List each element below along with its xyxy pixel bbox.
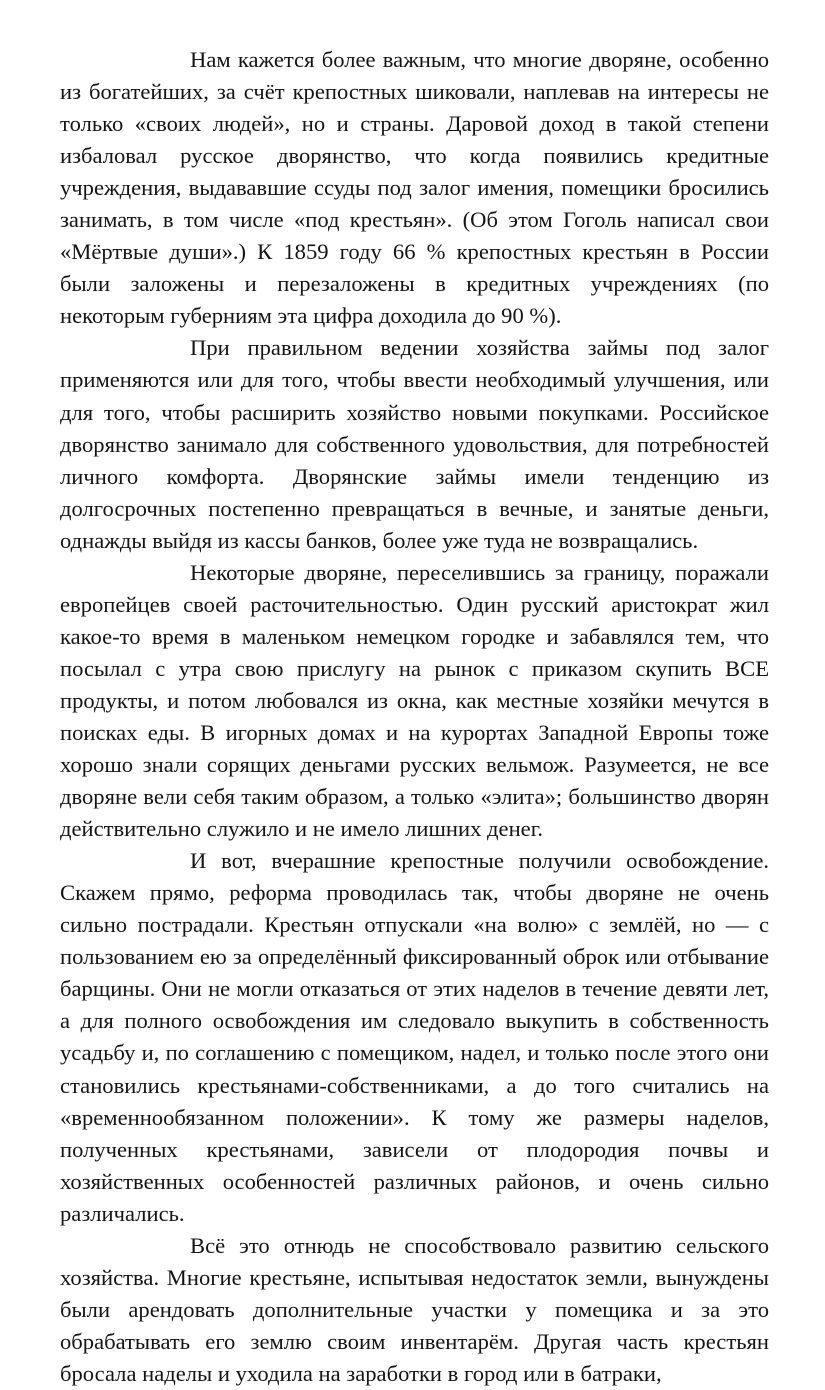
paragraph-5: Всё это отнюдь не способствовало развитию сельского хозяйства. Многие крестьяне, испытывая недостаток земли, вынуждены были арендовать дополнительные участки у помещика и за это обрабатывать его землю своим инвентарём. Другая часть крестьян бросала наделы и уходила на заработки в город или в батраки, bbox=[60, 1232, 769, 1386]
paragraph-4: И вот, вчерашние крепостные получили освобождение. Скажем прямо, реформа проводилась так, чтобы дворяне не очень сильно пострадали. Крестьян отпускали «на волю» с землёй, но — с пользованием ею за определённый фиксированный оброк или отбывание барщины. Они не могли отказаться от этих наделов в течение девяти лет, а для полного освобождения им следовало выкупить в собственность усадьбу и, по соглашению с помещиком, надел, и только после этого они становились крестьянами-собственниками, а до того считались на «временнообязанном положении». К тому же размеры наделов, полученных крестьянами, зависели от плодородия почвы и хозяйственных особенностей различных районов, и очень сильно различались. bbox=[60, 848, 769, 1226]
document-page bbox=[60, 44, 769, 1390]
paragraph-1: Нам кажется более важным, что многие дворяне, особенно из богатейших, за счёт крепостных шиковали, наплевав на интересы не только «своих людей», но и страны. Даровой доход в такой степени избаловал русское дворянство, что когда появились кредитные учреждения, выдававшие ссуды под залог имения, помещики бросились занимать, в том числе «под крестьян». (Об этом Гоголь написал свои «Мёртвые души».) К 1859 году 66 % крепостных крестьян в России были заложены и перезаложены в кредитных учреждениях (по некоторым губерниям эта цифра доходила до 90 %). bbox=[60, 47, 769, 329]
paragraph-2: При правильном ведении хозяйства займы под залог применяются или для того, чтобы ввести необходимый улучшения, или для того, чтобы расширить хозяйство новыми покупками. Российское дворянство занимало для собственного удовольствия, для потребностей личного комфорта. Дворянские займы имели тенденцию из долгосрочных постепенно превращаться в вечные, и занятые деньги, однажды выйдя из кассы банков, более уже туда не возвращались. bbox=[60, 335, 769, 553]
paragraph-3: Некоторые дворяне, переселившись за границу, поражали европейцев своей расточительностью. Один русский аристократ жил какое-то время в маленьком немецком городке и забавлялся тем, что посылал с утра свою прислугу на рынок с приказом скупить ВСЕ продукты, и потом любовался из окна, как местные хозяйки мечутся в поисках еды. В игорных домах и на курортах Западной Европы тоже хорошо знали сорящих деньгами русских вельмож. Разумеется, не все дворяне вели себя таким образом, а только «элита»; большинство дворян действительно служило и не имело лишних денег. bbox=[60, 559, 769, 842]
